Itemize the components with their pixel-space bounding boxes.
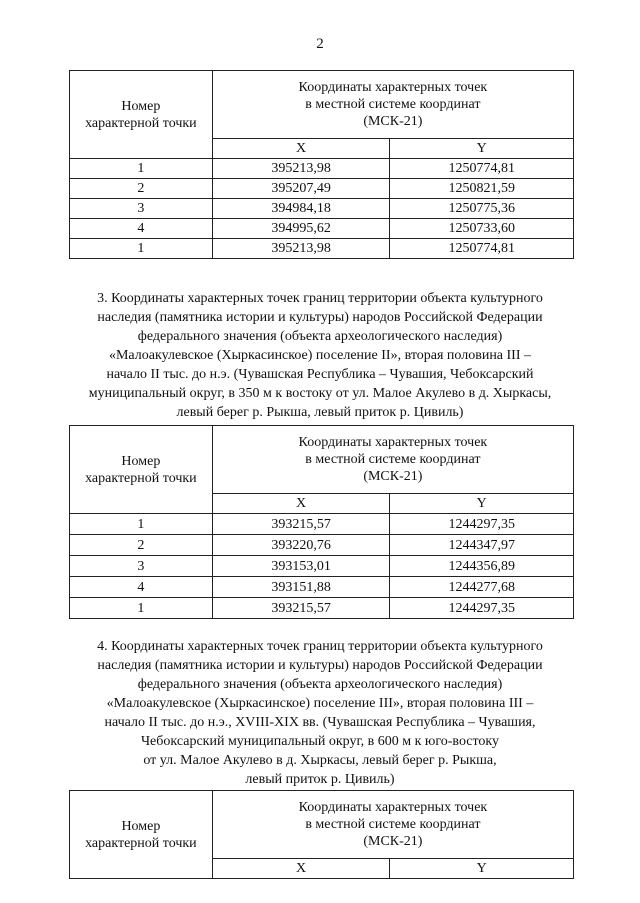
coordinates-table-2 — [69, 425, 574, 619]
x-value: 394984,18 — [212, 199, 390, 219]
table-row — [70, 239, 574, 259]
table-row — [70, 179, 574, 199]
y-value: 1250775,36 — [390, 199, 574, 219]
y-value: 1250733,60 — [390, 219, 574, 239]
y-value: 1250774,81 — [390, 159, 574, 179]
coordinates-table-1 — [69, 70, 574, 259]
point-number: 3 — [70, 199, 213, 219]
y-value: 1250821,59 — [390, 179, 574, 199]
point-number: 4 — [70, 577, 213, 598]
x-value: 395213,98 — [212, 239, 390, 259]
point-number: 1 — [70, 239, 213, 259]
y-value: 1244277,68 — [390, 577, 574, 598]
point-number: 1 — [70, 514, 213, 535]
coordinates-header: Координаты характерных точек в местной системе координат (МСК-21) — [212, 71, 573, 139]
x-value: 395213,98 — [212, 159, 390, 179]
x-value: 393220,76 — [212, 535, 390, 556]
x-value: 393153,01 — [212, 556, 390, 577]
point-number: 1 — [70, 598, 213, 619]
section-4-heading: 4. Координаты характерных точек границ территории объекта культурного наследия (памятника истории и культуры) народов Российской Федерации федерального значения (объекта археологического наследия) «Малоакулевское (Хыркасинское) поселение III», вторая половина III – начало II тыс. до н.э., XVIII-XIX вв. (Чувашская Республика – Чувашия, Чебоксарский муниципальный округ, в 600 м к юго-востоку от ул. Малое Акулево в д. Хыркасы, левый берег р. Рыкша, левый приток р. Цивиль) — [97, 639, 543, 787]
y-value: 1244297,35 — [390, 514, 574, 535]
y-header: Y — [390, 859, 574, 879]
x-header: X — [212, 859, 390, 879]
y-header: Y — [390, 139, 574, 159]
coordinates-header: Координаты характерных точек в местной системе координат (МСК-21) — [212, 426, 573, 494]
x-header: X — [212, 139, 390, 159]
y-header: Y — [390, 494, 574, 514]
table-row — [70, 514, 574, 535]
point-number-header: Номер характерной точки — [70, 71, 213, 159]
y-value: 1244356,89 — [390, 556, 574, 577]
page-number: 2 — [316, 36, 324, 52]
x-value: 393215,57 — [212, 514, 390, 535]
x-value: 393215,57 — [212, 598, 390, 619]
table-row — [70, 199, 574, 219]
y-value: 1244347,97 — [390, 535, 574, 556]
y-value: 1250774,81 — [390, 239, 574, 259]
point-number: 4 — [70, 219, 213, 239]
point-number: 3 — [70, 556, 213, 577]
x-value: 394995,62 — [212, 219, 390, 239]
table-row — [70, 219, 574, 239]
point-number: 2 — [70, 535, 213, 556]
x-value: 395207,49 — [212, 179, 390, 199]
section-3-heading: 3. Координаты характерных точек границ территории объекта культурного наследия (памятника истории и культуры) народов Российской Федерации федерального значения (объекта археологического наследия) «Малоакулевское (Хыркасинское) поселение II», вторая половина III – начало II тыс. до н.э. (Чувашская Республика – Чувашия, Чебоксарский муниципальный округ, в 350 м к востоку от ул. Малое Акулево в д. Хыркасы, левый берег р. Рыкша, левый приток р. Цивиль) — [88, 291, 552, 420]
y-value: 1244297,35 — [390, 598, 574, 619]
point-number-header: Номер характерной точки — [70, 791, 213, 879]
table-row — [70, 556, 574, 577]
point-number: 2 — [70, 179, 213, 199]
table-row — [70, 577, 574, 598]
table-row — [70, 535, 574, 556]
coordinates-header: Координаты характерных точек в местной системе координат (МСК-21) — [212, 791, 573, 859]
table-row — [70, 598, 574, 619]
x-header: X — [212, 494, 390, 514]
point-number-header: Номер характерной точки — [70, 426, 213, 514]
coordinates-table-3 — [69, 790, 574, 879]
x-value: 393151,88 — [212, 577, 390, 598]
point-number: 1 — [70, 159, 213, 179]
table-row — [70, 159, 574, 179]
